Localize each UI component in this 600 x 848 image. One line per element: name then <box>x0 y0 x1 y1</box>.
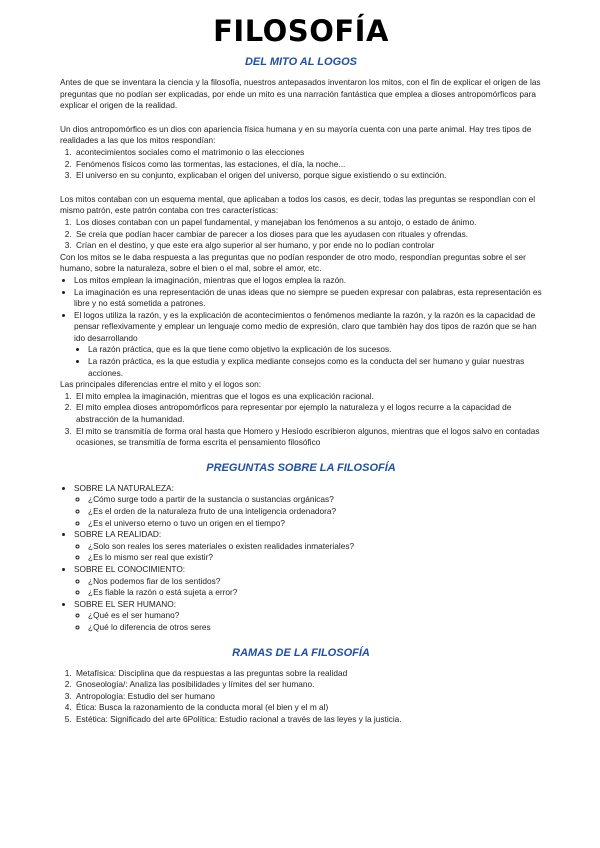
list-item: 1. Los dioses contaban con un papel fundamental, y manejaban los fenómenos a su antojo, o estado de ánimo. <box>74 217 542 229</box>
section-heading-ramas: RAMAS DE LA FILOSOFÍA <box>232 646 370 659</box>
features-list <box>60 217 542 252</box>
list-item: 2. Se creía que podían hacer cambiar de parecer a los dioses para que les ayudasen con rituales y ofrendas. <box>74 229 542 241</box>
list-item: • La razón práctica, es la que estudia y explica mediante consejos como es la conducta del ser humano y guiar nuestras acciones. <box>88 356 542 379</box>
list-item <box>74 599 542 634</box>
list-item: 5. Estética: Significado del arte 6Política: Estudio racional a través de las leyes y la justicia. <box>74 714 542 726</box>
list-item: ◦ ¿Es el orden de la naturaleza fruto de una inteligencia ordenadora? <box>88 506 542 518</box>
question-group-label: SOBRE LA NATURALEZA: <box>74 482 174 493</box>
differences-intro: Las principales diferencias entre el mito y el logos son: <box>60 379 262 390</box>
list-item: • La imaginación es una representación de unas ideas que no siempre se pueden expresar con palabras, esta representación es libre y no está sometida a patrones. <box>74 287 542 310</box>
question-sublist <box>74 576 542 599</box>
branches-list <box>60 668 542 726</box>
list-item <box>74 564 542 599</box>
section-heading-preguntas: PREGUNTAS SOBRE LA FILOSOFÍA <box>206 461 396 474</box>
myth-logos-bullets <box>60 275 542 379</box>
list-item: ◦ ¿Nos podemos fiar de los sentidos? <box>88 576 542 588</box>
list-item: ◦ ¿Solo son reales los seres materiales o existen realidades inmateriales? <box>88 541 542 553</box>
document-title: FILOSOFÍA <box>213 14 389 48</box>
list-item: • La razón práctica, que es la que tiene como objetivo la explicación de los sucesos. <box>88 344 542 356</box>
list-item: 3. Crían en el destino, y que este era algo superior al ser humano, y por ende no lo podían controlar <box>74 240 542 252</box>
questions-list <box>60 483 542 634</box>
list-item: • Los mitos emplean la imaginación, mientras que el logos emplea la razón. <box>74 275 542 287</box>
question-sublist <box>74 494 542 529</box>
list-item: ◦ ¿Es el universo eterno o tuvo un origen en el tiempo? <box>88 518 542 530</box>
question-group-label: SOBRE EL SER HUMANO: <box>74 598 177 609</box>
realities-list <box>60 147 542 182</box>
list-item: ◦ ¿Qué lo diferencia de otros seres <box>88 622 542 634</box>
list-item: 4. Ética: Busca la razonamiento de la conducta moral (el bien y el m al) <box>74 702 542 714</box>
list-item: 1. acontecimientos sociales como el matrimonio o las elecciones <box>74 147 542 159</box>
differences-list <box>60 391 542 449</box>
list-item: ◦ ¿Qué es el ser humano? <box>88 610 542 622</box>
list-item: 3. El mito se transmitía de forma oral hasta que Homero y Hesíodo escribieron algunos, mientras que el logos salvo en contadas ocasiones, se transmitía de forma escrita el pensamiento filosófico <box>74 426 542 449</box>
list-item-text: El logos utiliza la razón, y es la explicación de acontecimientos o fenómenos mediante la razón, y la razón es la capacidad de pensar reflexivamente y emplear un lenguaje como medio de expresión, claro que también hay dos tipos de razón que se han ido desarrollando <box>74 309 537 343</box>
question-group-label: SOBRE EL CONOCIMIENTO: <box>74 563 186 574</box>
list-item <box>74 310 542 380</box>
list-item: 2. Gnoseología/: Analiza las posibilidades y límites del ser humano. <box>74 679 542 691</box>
list-item: ◦ ¿Es lo mismo ser real que existir? <box>88 552 542 564</box>
god-definition-paragraph: Un dios antropomórfico es un dios con apariencia física humana y en su mayoría cuenta con una parte animal. Hay tres tipos de realidades a las que los mitos respondían: <box>60 123 532 146</box>
section-heading-mito-logos: DEL MITO AL LOGOS <box>244 56 358 68</box>
question-sublist <box>74 541 542 564</box>
list-item: 3. El universo en su conjunto, explicaban el origen del universo, porque sigue existiendo o su extinción. <box>74 170 542 182</box>
list-item <box>74 483 542 529</box>
question-group-label: SOBRE LA REALIDAD: <box>74 529 162 540</box>
list-item: ◦ ¿Es fiable la razón o está sujeta a error? <box>88 587 542 599</box>
list-item: ◦ ¿Cómo surge todo a partir de la sustancia o sustancias orgánicas? <box>88 494 542 506</box>
scheme-paragraph: Los mitos contaban con un esquema mental, que aplicaban a todos los casos, es decir, todas las preguntas se respondían con el mismo patrón, este patrón contaba con tres características: <box>60 193 536 216</box>
list-item: 1. El mito emplea la imaginación, mientras que el logos es una explicación racional. <box>74 391 542 403</box>
answers-paragraph: Con los mitos se le daba respuesta a las preguntas que no podían responder de otro modo, respondían preguntas sobre el ser humano, sobre la naturaleza, sobre el bien o el mal, sobre el amor, etc. <box>60 251 526 274</box>
list-item <box>74 529 542 564</box>
list-item: 3. Antropología: Estudio del ser humano <box>74 691 542 703</box>
list-item: 2. El mito emplea dioses antropomórficos para representar por ejemplo la naturaleza y el logos recurre a la capacidad de abstracción de la humanidad. <box>74 402 542 425</box>
list-item: 2. Fenómenos físicos como las tormentas, las estaciones, el día, la noche... <box>74 159 542 171</box>
reason-types-list <box>74 344 542 379</box>
intro-paragraph: Antes de que se inventara la ciencia y la filosofía, nuestros antepasados inventaron los mitos, con el fin de explicar el origen de las preguntas que no podían ser explicadas, por ende un mito es una narración fantástica que emplea a dioses antropomórficos para explicar el origen de la realidad. <box>60 77 541 111</box>
question-sublist <box>74 610 542 633</box>
list-item: 1. Metafísica: Disciplina que da respuestas a las preguntas sobre la realidad <box>74 668 542 680</box>
